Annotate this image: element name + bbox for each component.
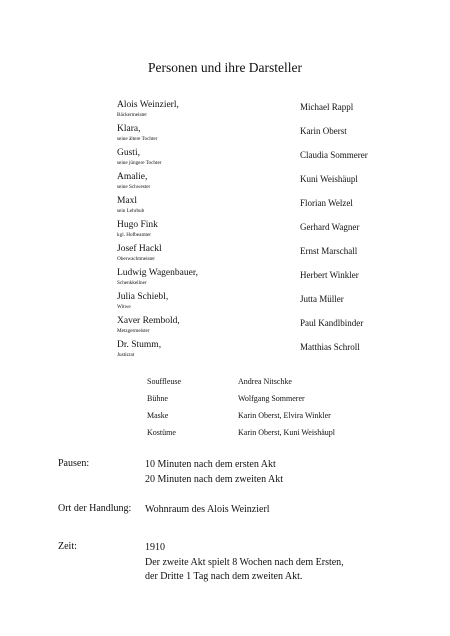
zeit-line: der Dritte 1 Tag nach dem zweiten Akt. xyxy=(145,571,303,582)
cast-row xyxy=(0,340,450,364)
crew-row xyxy=(0,377,450,393)
role-name: Ludwig Wagenbauer, xyxy=(117,268,198,278)
zeit-line: 1910 xyxy=(145,542,165,553)
ort-line: Wohnraum des Alois Weinzierl xyxy=(145,504,270,515)
role-name: Gusti, xyxy=(117,148,140,158)
pausen-line: 20 Minuten nach dem zweiten Akt xyxy=(145,473,284,485)
cast-row xyxy=(0,196,450,220)
role-name: Klara, xyxy=(117,124,141,134)
role-description: Schenkkellner xyxy=(117,280,147,286)
cast-row xyxy=(0,268,450,292)
cast-row xyxy=(0,148,450,172)
actor-name: Florian Welzel xyxy=(300,198,353,208)
role-name: Xaver Rembold, xyxy=(117,316,180,326)
role-description: Bäckermeister xyxy=(117,112,147,118)
role-name: Dr. Stumm, xyxy=(117,340,162,350)
role-name: Amalie, xyxy=(117,172,148,182)
crew-role: Souffleuse xyxy=(147,377,182,386)
role-description: Justizrat xyxy=(117,352,135,358)
actor-name: Gerhard Wagner xyxy=(300,222,360,232)
zeit-line: Der zweite Akt spielt 8 Wochen nach dem Ersten, xyxy=(145,556,344,568)
actor-name: Jutta Müller xyxy=(300,294,344,304)
ort-label: Ort der Handlung: xyxy=(58,503,132,514)
ort-details xyxy=(145,503,270,518)
role-description: Metzgermeister xyxy=(117,328,150,334)
crew-row xyxy=(0,411,450,427)
role-description: kgl. Hofbeamter xyxy=(117,232,151,238)
crew-row xyxy=(0,394,450,410)
cast-row xyxy=(0,172,450,196)
actor-name: Ernst Marschall xyxy=(300,246,358,256)
cast-row xyxy=(0,244,450,268)
crew-member: Andrea Nitschke xyxy=(238,377,292,386)
cast-row xyxy=(0,316,450,340)
actor-name: Michael Rappl xyxy=(300,102,354,112)
crew-member: Karin Oberst, Kuni Weishäupl xyxy=(238,428,335,437)
cast-row xyxy=(0,100,450,124)
actor-name: Claudia Sommerer xyxy=(300,150,368,160)
role-name: Julia Schiebl, xyxy=(117,292,169,302)
pausen-line: 10 Minuten nach dem ersten Akt xyxy=(145,459,276,470)
role-name: Alois Weinzierl, xyxy=(117,100,179,110)
cast-row xyxy=(0,292,450,316)
zeit-label: Zeit: xyxy=(58,541,77,552)
role-description: seine Schwester xyxy=(117,184,151,190)
crew-role: Bühne xyxy=(147,394,168,403)
crew-member: Karin Oberst, Elvira Winkler xyxy=(238,411,331,420)
pausen-details xyxy=(145,458,283,487)
actor-name: Matthias Schroll xyxy=(300,342,360,352)
crew-role: Maske xyxy=(147,411,169,420)
actor-name: Paul Kandlbinder xyxy=(300,318,364,328)
zeit-details xyxy=(145,541,344,585)
cast-row xyxy=(0,124,450,148)
actor-name: Kuni Weishäupl xyxy=(300,174,358,184)
cast-row xyxy=(0,220,450,244)
crew-member: Wolfgang Sommerer xyxy=(238,394,305,403)
role-description: Oberwachtmeister xyxy=(117,256,156,262)
actor-name: Herbert Winkler xyxy=(300,270,359,280)
role-description: seine ältere Tochter xyxy=(117,136,158,142)
page-title: Personen und ihre Darsteller xyxy=(147,60,303,75)
actor-name: Karin Oberst xyxy=(300,126,347,136)
crew-role: Kostüme xyxy=(147,428,176,437)
role-name: Josef Hackl xyxy=(117,244,162,254)
role-description: seine jüngere Tochter xyxy=(117,160,162,166)
crew-row xyxy=(0,428,450,444)
role-description: Witwe xyxy=(117,304,131,310)
role-description: sein Lehrbub xyxy=(117,208,145,214)
role-name: Maxl xyxy=(117,196,138,206)
role-name: Hugo Fink xyxy=(117,220,158,230)
pausen-label: Pausen: xyxy=(58,458,90,469)
